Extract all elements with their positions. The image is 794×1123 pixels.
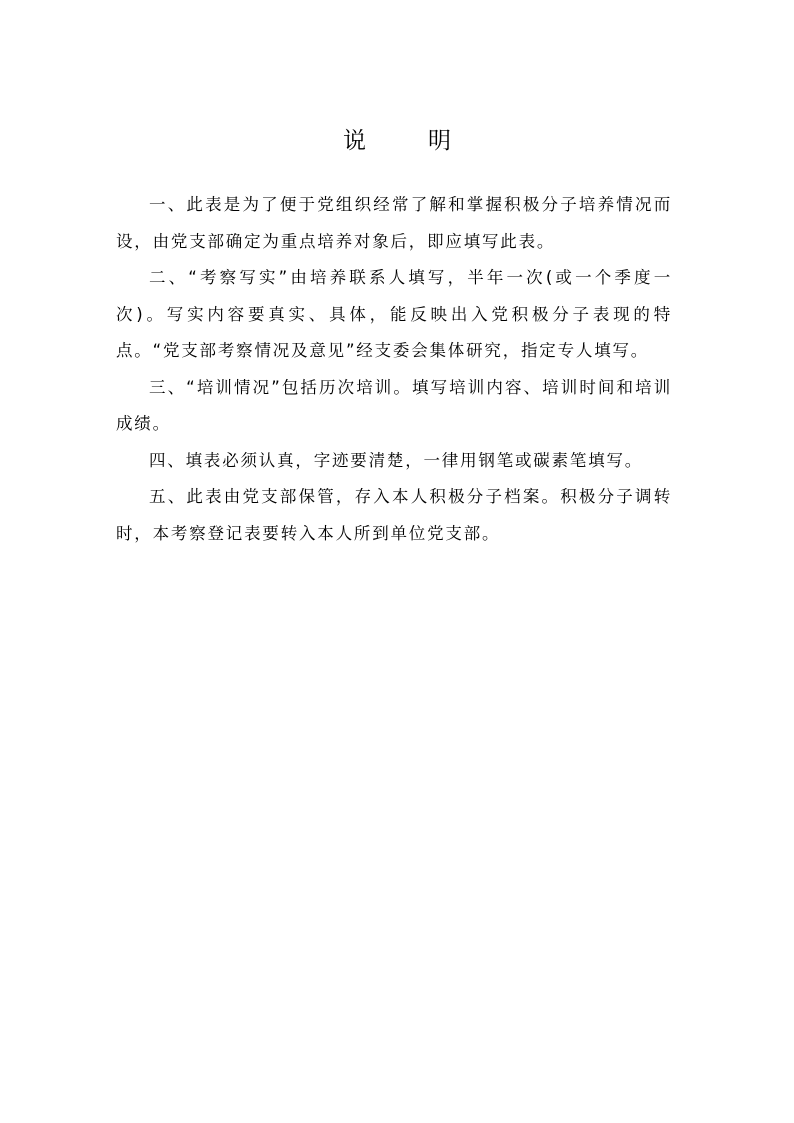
paragraph-4: 四、填表必须认真，字迹要清楚，一律用钢笔或碳素笔填写。 <box>149 450 644 470</box>
title-char-1: 说 <box>343 128 366 154</box>
paragraph-2: 二、“考察写实”由培养联系人填写，半年一次(或一个季度一次)。写实内容要真实、具体，能反映出入党积极分子表现的特点。“党支部考察情况及意见”经支委会集体研究，指定专人填写。 <box>116 268 672 360</box>
paragraph-5: 五、此表由党支部保管，存入本人积极分子档案。积极分子调转时，本考察登记表要转入本人所到单位党支部。 <box>116 487 672 543</box>
page-title <box>0 122 794 155</box>
title-char-2: 明 <box>428 128 451 154</box>
paragraph-1: 一、此表是为了便于党组织经常了解和掌握积极分子培养情况而设，由党支部确定为重点培养对象后，即应填写此表。 <box>116 195 672 251</box>
paragraph-3: 三、“培训情况”包括历次培训。填写培训内容、培训时间和培训成绩。 <box>116 377 672 433</box>
instructions-body <box>116 187 672 552</box>
